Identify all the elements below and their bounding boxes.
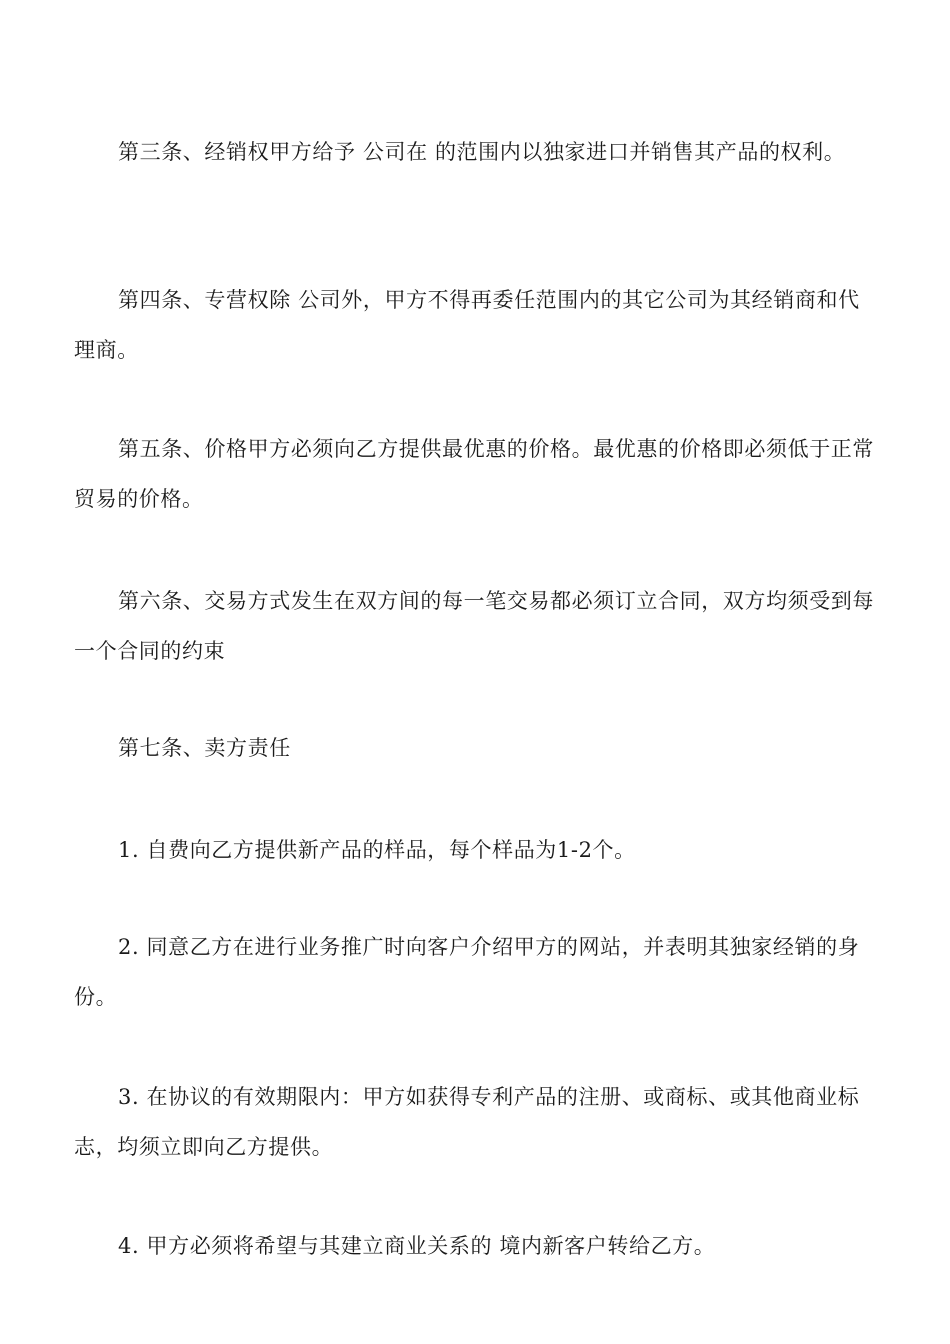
seller-duty-3: 3. 在协议的有效期限内：甲方如获得专利产品的注册、或商标、或其他商业标志，均须立即向乙方提供。: [74, 1085, 860, 1159]
article-3-exclusive-distribution: 第三条、经销权甲方给予 公司在 的范围内以独家进口并销售其产品的权利。: [118, 140, 846, 164]
article-7-seller-responsibility: 第七条、卖方责任: [118, 736, 291, 760]
seller-duty-2: 2. 同意乙方在进行业务推广时向客户介绍甲方的网站，并表明其独家经销的身份。: [74, 935, 860, 1009]
article-4-exclusive-rights: 第四条、专营权除 公司外，甲方不得再委任范围内的其它公司为其经销商和代理商。: [74, 288, 860, 362]
article-6-transaction-method: 第六条、交易方式发生在双方间的每一笔交易都必须订立合同，双方均须受到每一个合同的约束: [74, 589, 874, 663]
seller-duty-4: 4. 甲方必须将希望与其建立商业关系的 境内新客户转给乙方。: [118, 1234, 716, 1258]
seller-duty-1: 1. 自费向乙方提供新产品的样品，每个样品为1-2个。: [118, 838, 636, 862]
article-5-price: 第五条、价格甲方必须向乙方提供最优惠的价格。最优惠的价格即必须低于正常贸易的价格。: [74, 437, 874, 511]
